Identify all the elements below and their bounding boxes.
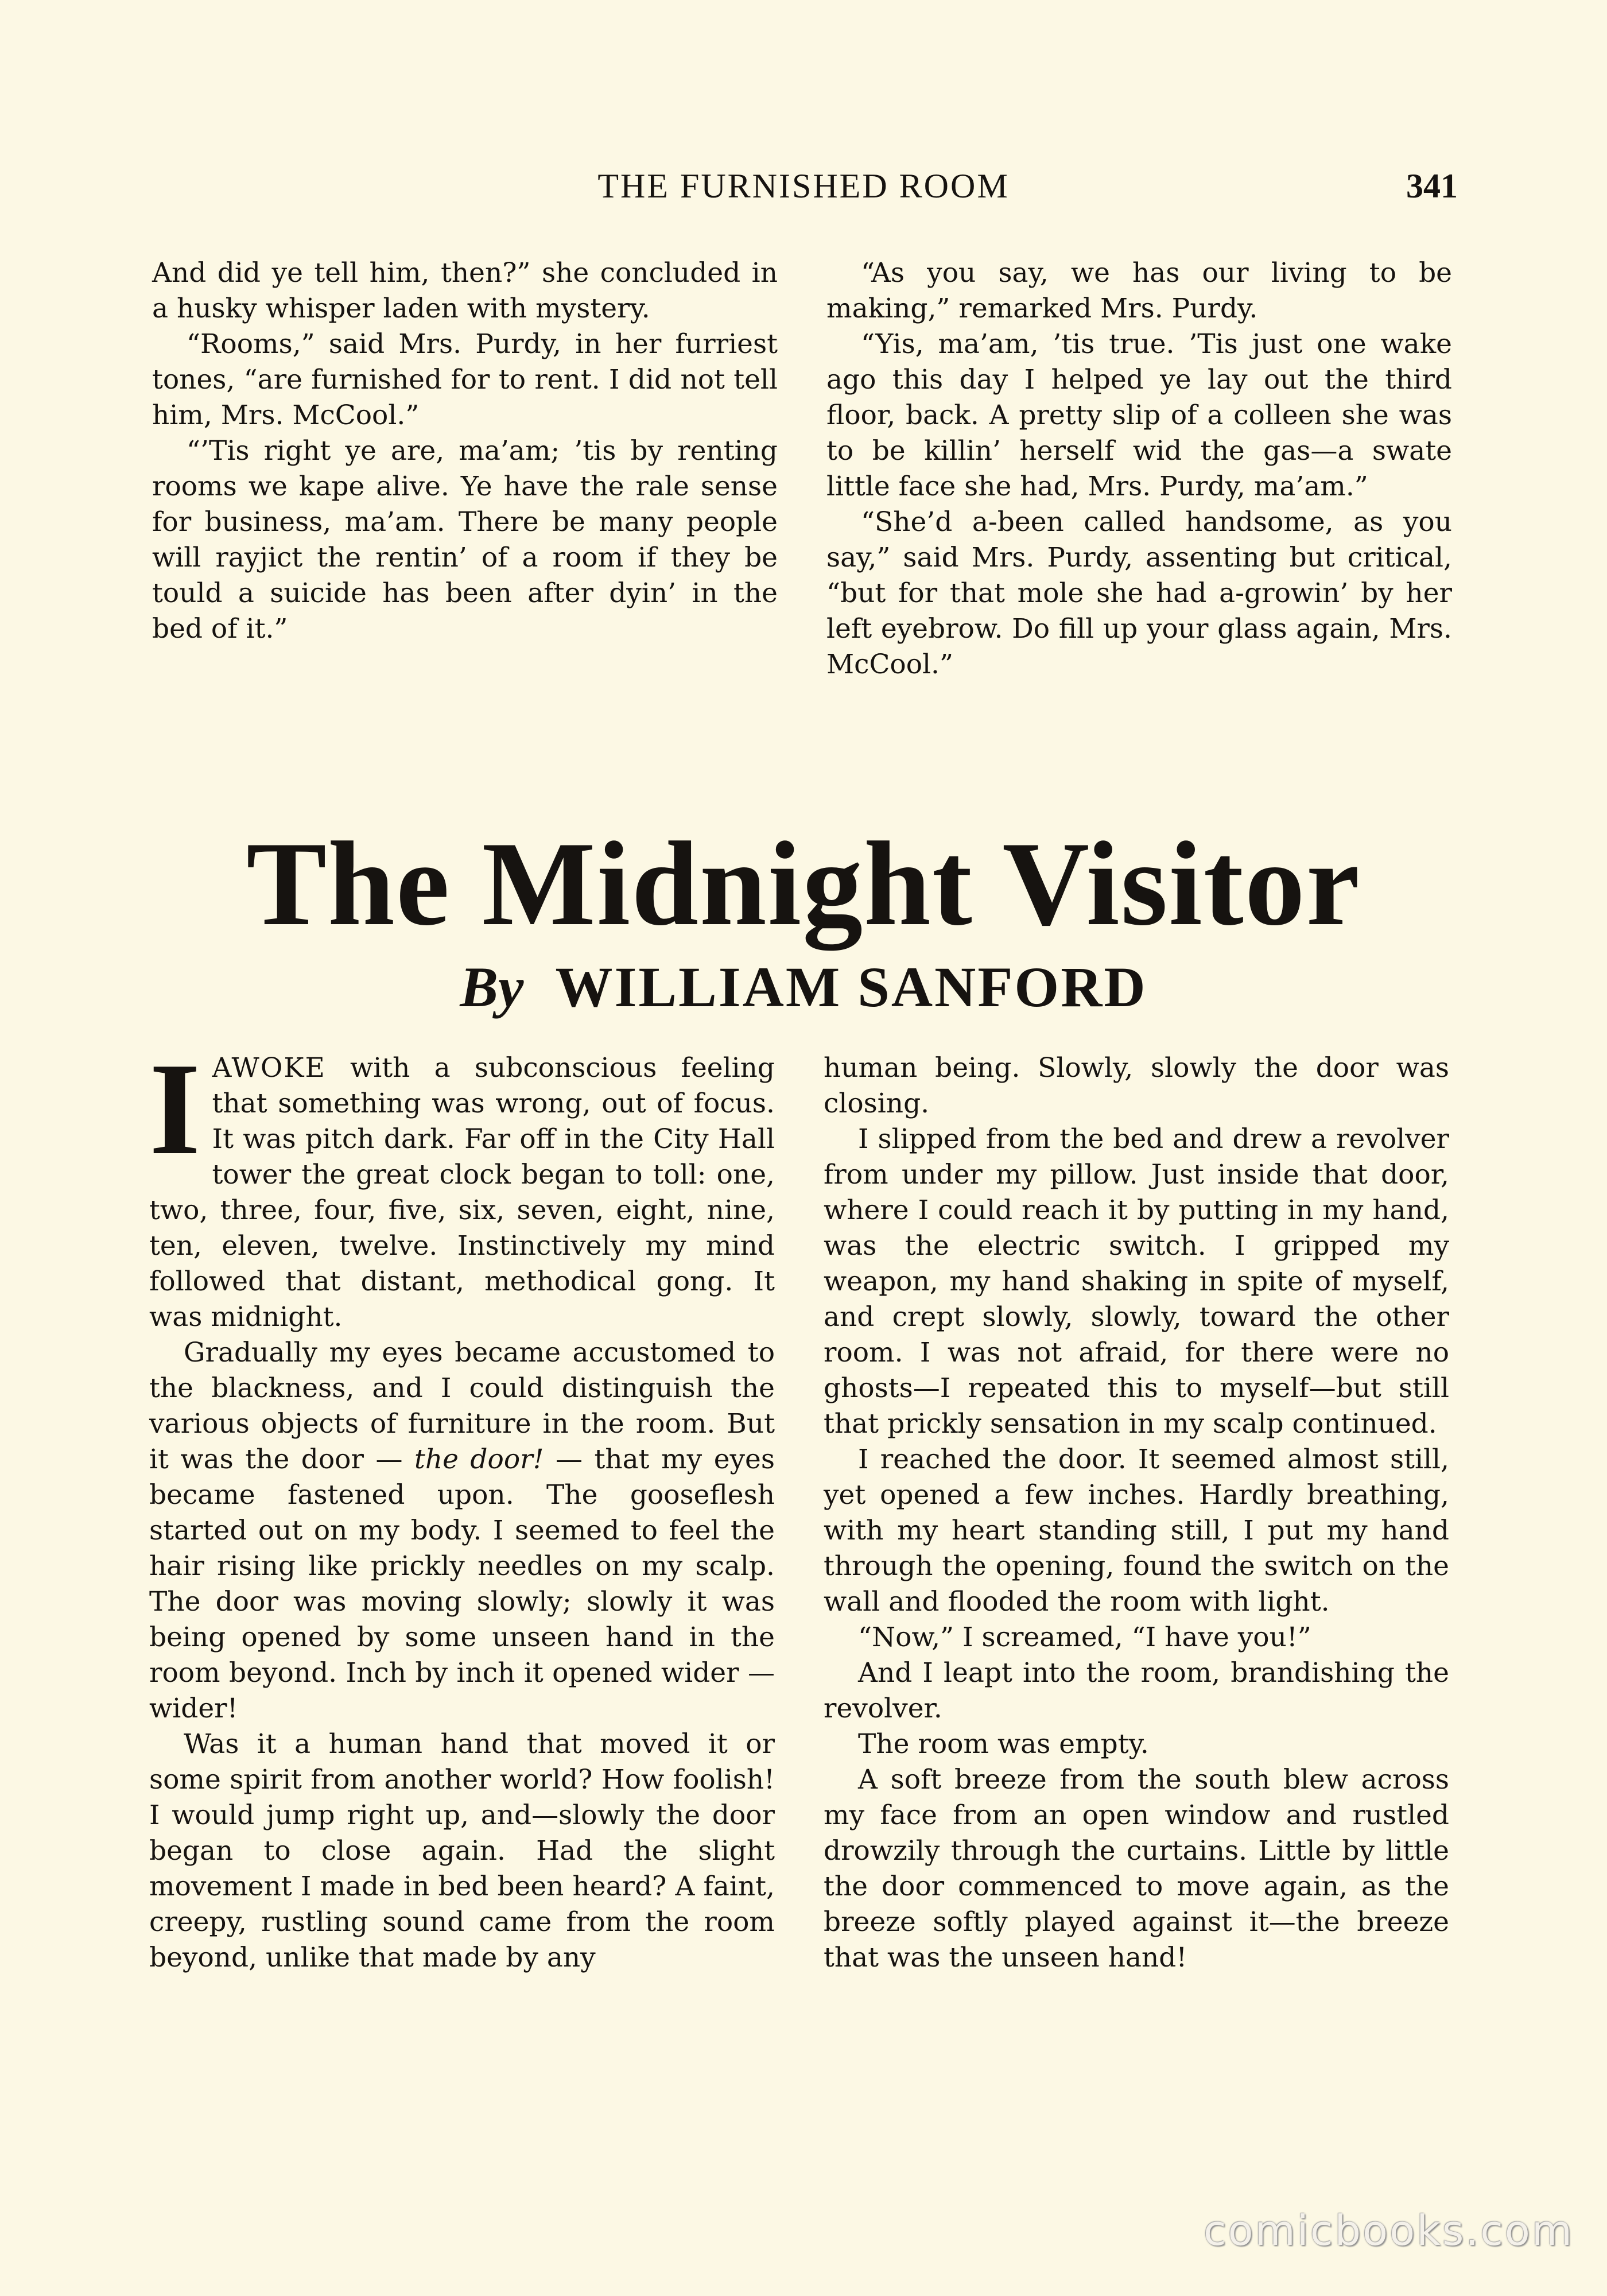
- paragraph-text: Gradually my eyes became accustomed to the blackness, and I could distinguish the various objects of furniture in the room. But it was the door —: [149, 1337, 775, 1475]
- emphasis: the door!: [414, 1444, 544, 1475]
- paragraph-text: with a subconscious feeling that something was wrong, out of focus. It was pitch dark. Far off in the City Hall tower the great clock began to toll: one, two, three, four, five, six, seven, eight, nine, ten, eleven, twelve. Instinctively my mind followed that distant, methodical gong. It was midnight.: [149, 1052, 775, 1333]
- paragraph: “Rooms,” said Mrs. Purdy, in her furriest tones, “are furnished for to rent. I did not tell him, Mrs. McCool.”: [152, 328, 778, 431]
- paragraph-text: — that my eyes became fastened upon. The gooseflesh started out on my body. I seemed to feel the hair rising like prickly needles on my scalp. The door was moving slowly; slowly it was being opened by some unseen hand in the room beyond. Inch by inch it opened wider —wider!: [149, 1444, 775, 1724]
- story-title: The Midnight Visitor: [246, 817, 1361, 951]
- paragraph: “She’d a-been called handsome, as you say,” said Mrs. Purdy, assenting but critical, “but for that mole she had a-growin’ by her left eyebrow. Do fill up your glass again, Mrs. McCool.”: [826, 506, 1452, 680]
- paragraph: And I leapt into the room, brandishing the revolver.: [824, 1657, 1449, 1724]
- page-number: 341: [1406, 167, 1458, 205]
- byline: [0, 953, 1607, 1022]
- paragraph: The room was empty.: [858, 1728, 1149, 1760]
- paragraph: Was it a human hand that moved it or some spirit from another world? How foolish! I would jump right up, and—slowly the door began to close again. Had the slight movement I made in bed been heard? A faint, creepy, rustling sound came from the room beyond, unlike that made by any: [149, 1728, 775, 1973]
- running-head: [149, 166, 1458, 212]
- story-column-2: [824, 1050, 1449, 1976]
- paragraph: [149, 1335, 775, 1727]
- paragraph: “’Tis right ye are, ma’am; ’tis by renting rooms we kape alive. Ye have the rale sense for business, ma’am. There be many people will rayjict the rentin’ of a room if they be tould a suicide has been after dyin’ in the bed of it.”: [152, 435, 778, 645]
- paragraph: “Yis, ma’am, ’tis true. ’Tis just one wake ago this day I helped ye lay out the third floor, back. A pretty slip of a colleen she was to be killin’ herself wid the gas—a swate little face she had, Mrs. Purdy, ma’am.”: [826, 328, 1452, 502]
- paragraph: A soft breeze from the south blew across my face from an open window and rustled drowzily through the curtains. Little by little the door commenced to move again, as the breeze softly played against it—the breeze that was the unseen hand!: [824, 1764, 1449, 1973]
- paragraph: And did ye tell him, then?” she concluded in a husky whisper laden with mystery.: [152, 257, 778, 324]
- first-word: AWOKE: [212, 1052, 326, 1084]
- previous-story-column-1: [152, 255, 778, 647]
- paragraph: I reached the door. It seemed almost still, yet opened a few inches. Hardly breathing, with my heart standing still, I put my hand through the opening, found the switch on the wall and flooded the room with light.: [824, 1444, 1449, 1618]
- opening-paragraph: [149, 1035, 775, 1335]
- paragraph: “Now,” I screamed, “I have you!”: [858, 1622, 1311, 1653]
- running-title: THE FURNISHED ROOM: [597, 167, 1010, 205]
- author-name: WILLIAM SANFORD: [555, 955, 1147, 1019]
- watermark: comicbooks.com: [1203, 2206, 1574, 2255]
- previous-story-column-2: [826, 255, 1452, 682]
- byline-prefix: By: [460, 955, 524, 1019]
- story-column-1: [149, 1035, 775, 1976]
- paragraph: human being. Slowly, slowly the door was closing.: [824, 1052, 1449, 1119]
- paragraph: “As you say, we has our living to be making,” remarked Mrs. Purdy.: [826, 257, 1452, 324]
- paragraph: I slipped from the bed and drew a revolver from under my pillow. Just inside that door, where I could reach it by putting in my hand, was the electric switch. I gripped my weapon, my hand shaking in spite of myself, and crept slowly, slowly, toward the other room. I was not afraid, for there were no ghosts—I repeated this to myself—but still that prickly sensation in my scalp continued.: [824, 1123, 1449, 1440]
- drop-cap: I: [149, 1035, 201, 1182]
